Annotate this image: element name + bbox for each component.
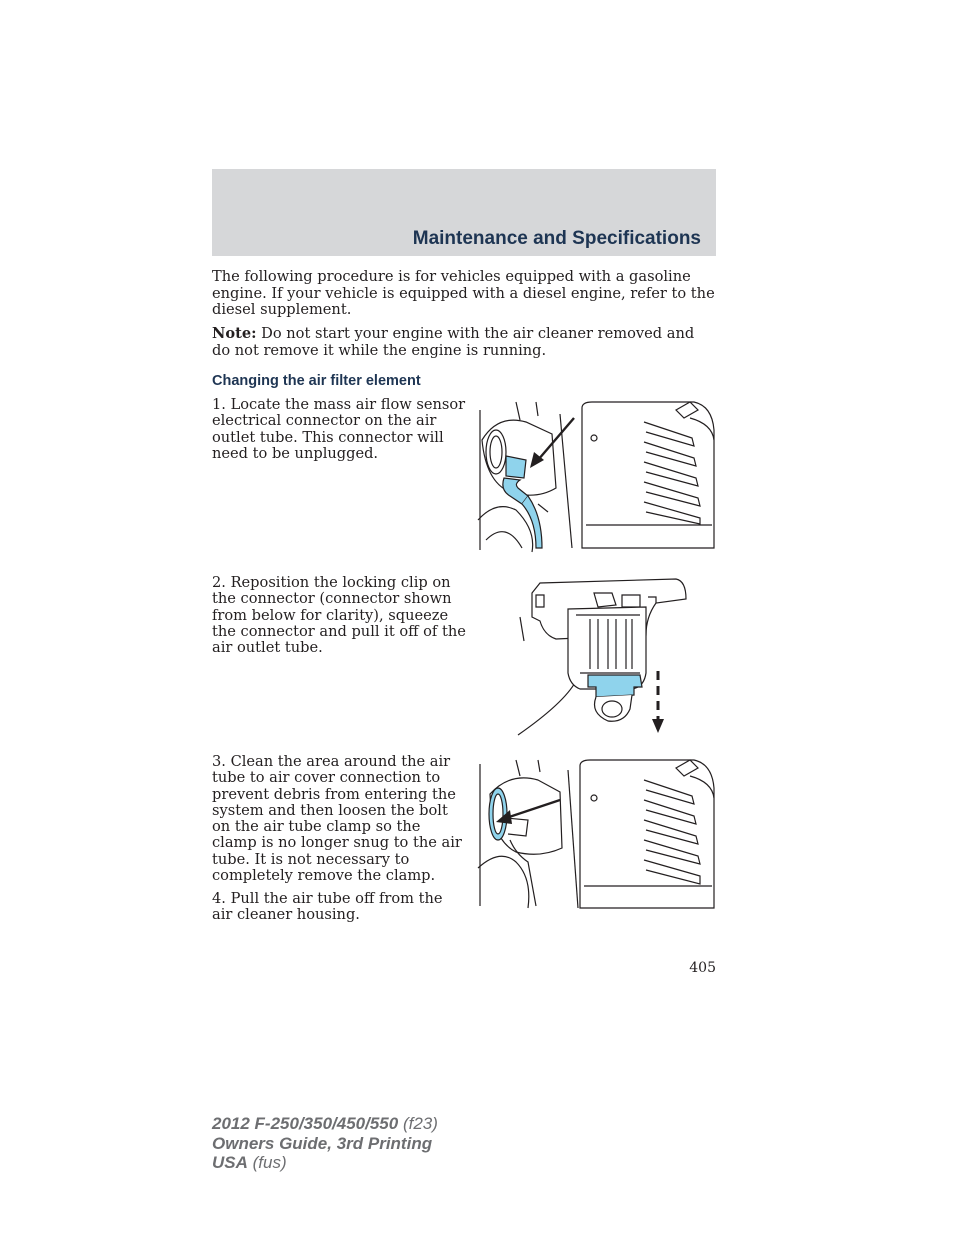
footer-model-code: (f23) (398, 1114, 438, 1133)
footer-region-line (212, 1153, 438, 1173)
footer-region: USA (212, 1153, 248, 1172)
step-3-text: 3. Clean the area around the air tube to air cover connection to prevent debris from entering the system and then loosen the bolt on the air tube clamp so the clamp is no longer snug to the air tube. It is not necessary to completely remove the clamp. (212, 753, 462, 885)
note-text: Do not start your engine with the air cleaner removed and do not remove it while the engine is running. (212, 325, 695, 359)
step-4-text: 4. Pull the air tube off from the air cleaner housing. (212, 890, 443, 924)
note-paragraph (212, 326, 716, 359)
maf-connector-illustration (476, 400, 716, 556)
header-band (212, 169, 716, 256)
document-footer (212, 1114, 438, 1173)
footer-model-line (212, 1114, 438, 1134)
footer-region-code: (fus) (247, 1153, 287, 1172)
step-2-text: 2. Reposition the locking clip on the connector (connector shown from below for clarity), squeeze the connector and pull it off of the air outlet tube. (212, 574, 466, 657)
footer-guide-line: Owners Guide, 3rd Printing (212, 1133, 433, 1153)
footer-model: 2012 F-250/350/450/550 (212, 1114, 399, 1133)
page-number: 405 (689, 960, 716, 976)
connector-removal-illustration (516, 577, 688, 737)
subsection-heading: Changing the air filter element (212, 373, 421, 389)
step-1-text: 1. Locate the mass air flow sensor electrical connector on the air outlet tube. This connector will need to be unplugged. (212, 396, 466, 462)
intro-paragraph: The following procedure is for vehicles equipped with a gasoline engine. If your vehicle is equipped with a diesel engine, refer to the diesel supplement. (212, 268, 715, 318)
air-tube-clamp-illustration (476, 758, 716, 910)
note-label: Note: (212, 325, 257, 342)
section-header-title: Maintenance and Specifications (412, 228, 701, 249)
